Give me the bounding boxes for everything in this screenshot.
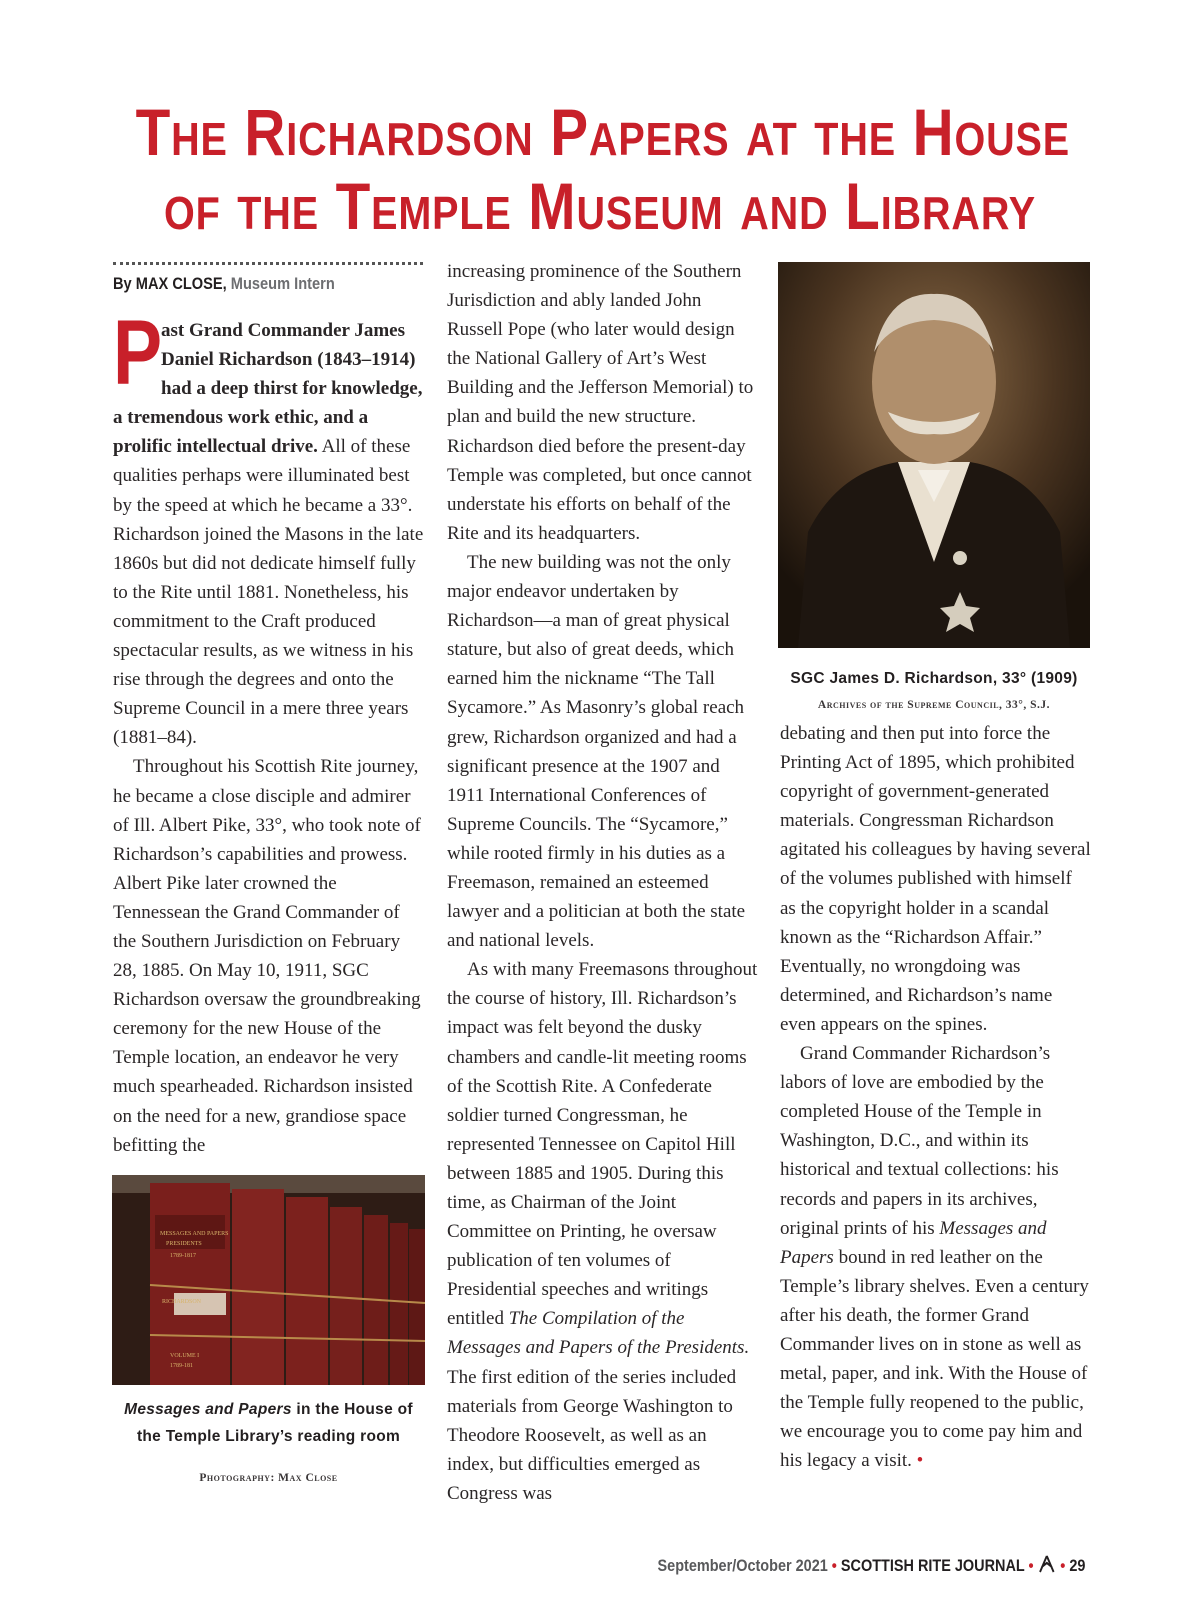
p4-text-a: As with many Freemasons throughout the course of history, Ill. Richardson’s impact was felt beyond the dusky chambers and candle-lit meeting rooms of the Scottish Rite. A Confederate soldier turned Congressman, he represented Tennessee on Capitol Hill between 1885 and 1905. During this time, as Chairman of the Joint Committee on Printing, he oversaw publication of ten volumes of Presidential speeches and writings entitled bbox=[447, 959, 758, 1330]
p5-text-a: Grand Commander Richardson’s labors of love are embodied by the completed House of the Temple in Washington, D.C., and within its historical and textual collections: his records and papers in its archives, original prints of his bbox=[780, 1043, 1059, 1239]
p4-book-title: The Compilation of the Messages and Papers of the Presidents. bbox=[447, 1308, 750, 1359]
paragraph-2: Throughout his Scottish Rite journey, he became a close disciple and admirer of Ill. Albert Pike, 33°, who took note of Richardson’s capabilities and prowess. Albert Pike later crowned the Tennessean the Grand Commander of the Southern Jurisdiction on February 28, 1885. On May 10, 1911, SGC Richardson oversaw the groundbreaking ceremony for the new House of the Temple location, an endeavor he very much spearheaded. Richardson insisted on the need for a new, grandiose space befitting the bbox=[113, 756, 421, 1156]
richardson-portrait-image bbox=[778, 262, 1090, 648]
spine-label-volume: VOLUME I bbox=[170, 1353, 200, 1359]
footer-sep-3: • bbox=[1055, 1556, 1069, 1575]
paragraph-2-continued: increasing prominence of the Southern Jurisdiction and ably landed John Russell Pope (who later would design the National Gallery of Art’s West Building and the Jefferson Memorial) to plan and build the new structure. Richardson died before the present-day Temple was completed, but once cannot understate his efforts on behalf of the Rite and its headquarters. bbox=[447, 261, 754, 544]
portrait-caption: SGC James D. Richardson, 33° (1909) bbox=[790, 670, 1078, 687]
p5-text-b: bound in red leather on the Temple’s library shelves. Even a century after his death, the former Grand Commander lives on in stone as well as metal, paper, and ink. With the House of the Temple fully reopened to the public, we encourage you to come pay him and his legacy a visit. bbox=[780, 1246, 1089, 1472]
spine-label-title: MESSAGES AND PAPERS bbox=[160, 1231, 229, 1237]
footer-sep-1: • bbox=[827, 1556, 841, 1575]
paragraph-4-continued: debating and then put into force the Printing Act of 1895, which prohibited copyright of government-generated materials. Congressman Richardson agitated his colleagues by having several of the volumes published with himself as the copyright holder in a scandal known as the “Richardson Affair.” Eventually, no wrongdoing was determined, and Richardson’s name even appears on the spines. bbox=[780, 723, 1091, 1035]
byline-prefix: By bbox=[113, 274, 136, 293]
red-leather-volumes-image bbox=[112, 1175, 425, 1385]
title-line-1: The Richardson Papers at the House bbox=[135, 95, 1071, 169]
portrait-credit: Archives of the Supreme Council, 33°, S.J. bbox=[817, 699, 1051, 711]
portrait-photo bbox=[778, 262, 1090, 648]
books-photo-credit: Photography: Max Close bbox=[199, 1472, 338, 1484]
spine-label-years: 1789-1817 bbox=[170, 1253, 196, 1259]
spine-label-presidents: PRESIDENTS bbox=[166, 1241, 202, 1247]
footer-page-number: 29 bbox=[1068, 1556, 1085, 1575]
square-compass-icon bbox=[1037, 1555, 1056, 1573]
spine-label-author: RICHARDSON bbox=[162, 1299, 202, 1305]
lede-bold: ast Grand Commander James Daniel Richardson (1843–1914) had a deep thirst for knowledge, a tremendous work ethic, and a prolific intellectual drive. bbox=[113, 320, 423, 458]
footer-issue: September/October 2021 bbox=[657, 1556, 828, 1575]
footer-journal: SCOTTISH RITE JOURNAL bbox=[840, 1556, 1025, 1575]
lede-rest: All of these qualities perhaps were illuminated best by the speed at which he became a 33°. Richardson joined the Masons in the late 1860s but did not dedicate himself fully to the Rite until 1881. Nonetheless, his commitment to the Craft produced spectacular results, as we witness in his rise through the degrees and onto the Supreme Council in a mere three years (1881–84). bbox=[113, 436, 424, 749]
books-caption-rest: in the House of the Temple Library’s reading room bbox=[136, 1401, 413, 1445]
byline-role: Museum Intern bbox=[230, 274, 335, 293]
article-column-2 bbox=[447, 257, 758, 1508]
p5-book-title: Messages and Papers bbox=[780, 1217, 1047, 1268]
paragraph-5 bbox=[780, 1039, 1091, 1475]
p4-text-b: The first edition of the series included materials from George Washington to Theodore Roosevelt, as well as an index, but difficulties emerged as Congress was bbox=[447, 1366, 737, 1504]
paragraph-3: The new building was not the only major endeavor undertaken by Richardson—a man of great physical stature, but also of great deeds, which earned him the nickname “The Tall Sycamore.” As Masonry’s global reach grew, Richardson organized and had a significant presence at the 1907 and 1911 International Conferences of Supreme Councils. The “Sycamore,” while rooted firmly in his duties as a Freemason, remained an esteemed lawyer and a politician at both the state and national levels. bbox=[447, 551, 746, 952]
spine-label-volume-years: 1789-181 bbox=[170, 1363, 193, 1369]
byline-separator: , bbox=[222, 274, 231, 293]
end-mark: • bbox=[911, 1450, 924, 1472]
page-footer bbox=[657, 1555, 1085, 1576]
byline-author: MAX CLOSE bbox=[135, 274, 223, 293]
footer-sep-2: • bbox=[1024, 1556, 1038, 1575]
paragraph-4 bbox=[447, 955, 758, 1508]
books-caption bbox=[112, 1396, 425, 1450]
byline bbox=[113, 274, 335, 294]
article-column-3 bbox=[780, 719, 1091, 1475]
title-line-2: of the Temple Museum and Library bbox=[163, 169, 1037, 243]
books-caption-italic: Messages and Papers bbox=[124, 1401, 292, 1418]
books-photo bbox=[112, 1175, 425, 1385]
article-title bbox=[135, 95, 1071, 243]
paragraph-1 bbox=[113, 302, 424, 752]
article-column-1 bbox=[113, 302, 424, 1160]
drop-cap: P bbox=[113, 302, 163, 404]
byline-divider bbox=[113, 262, 423, 265]
